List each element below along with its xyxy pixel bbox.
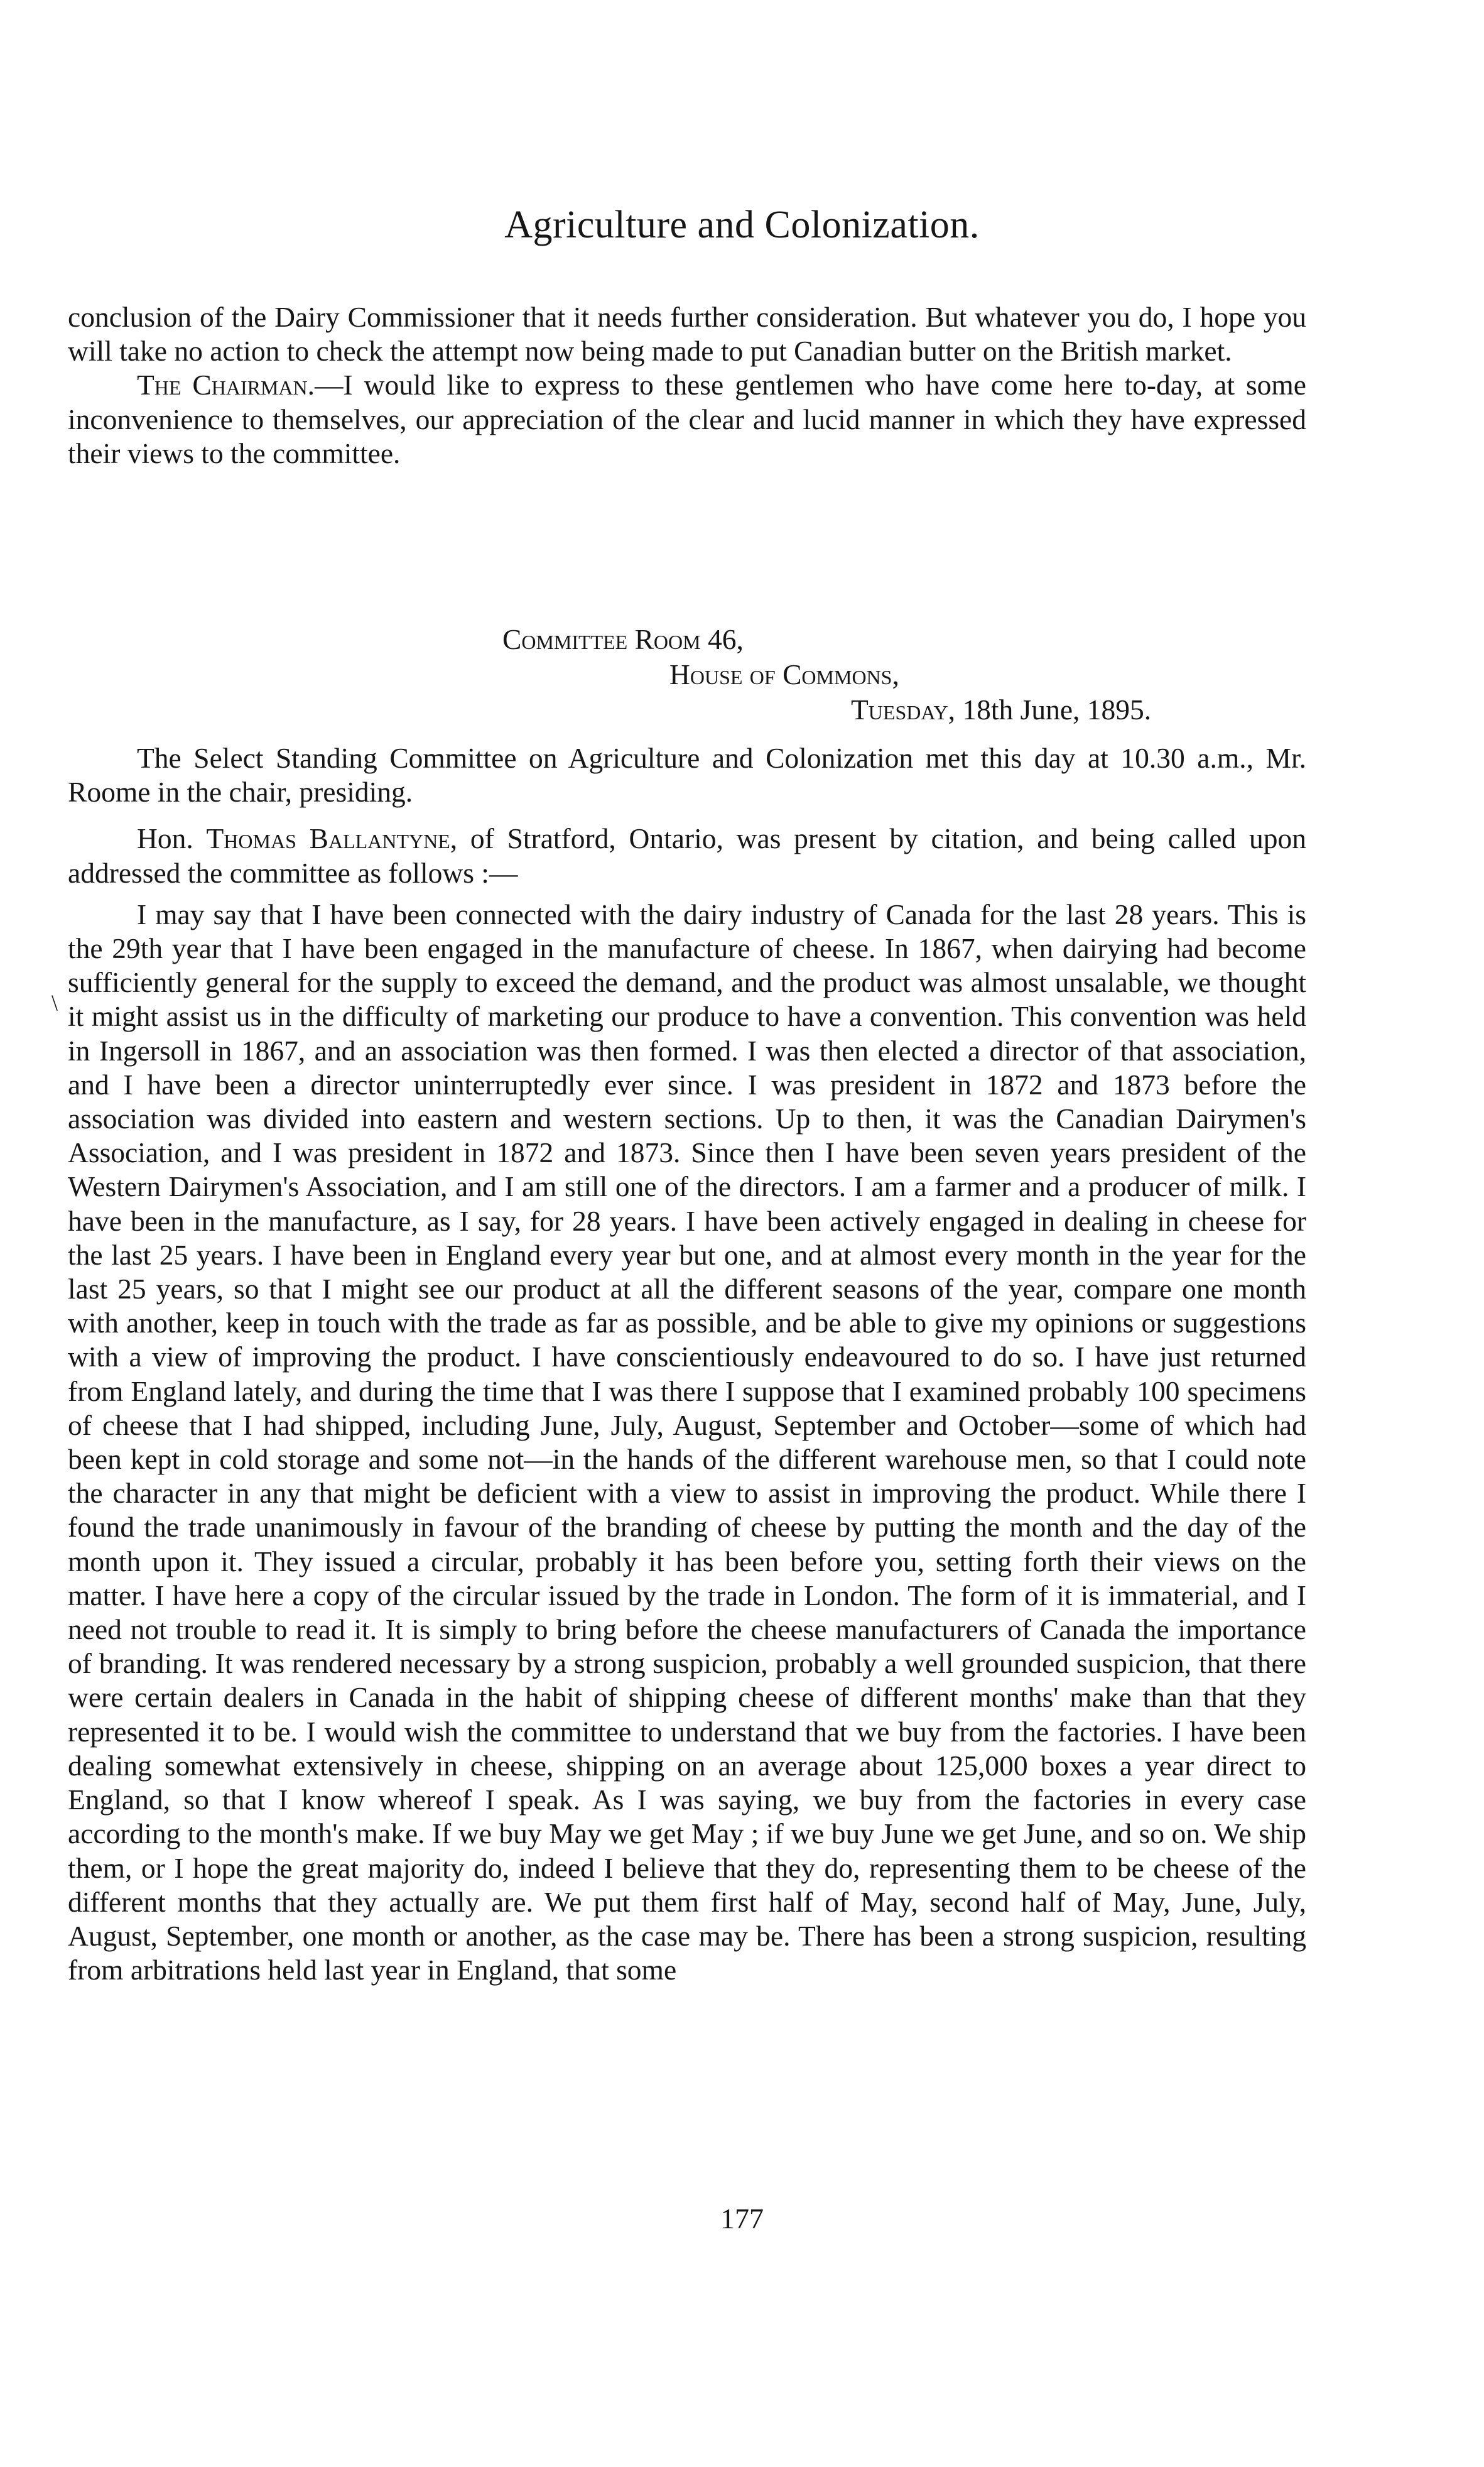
witness-text: of Stratford, Ontario, was present by citation, and being called upon addressed the committee as follows :— (68, 822, 1306, 889)
paragraph-gap (68, 809, 1306, 822)
session-heading (68, 622, 1306, 727)
session-date: 18th June, 1895. (962, 694, 1152, 726)
witness-paragraph (68, 822, 1306, 890)
continuation-block (68, 300, 1306, 471)
house-of-commons-line: House of Commons, (669, 658, 899, 690)
running-title: Agriculture and Colonization. (504, 204, 980, 246)
continuation-paragraph: conclusion of the Dairy Commissioner that it needs further consideration. But whatever you do, I hope you will take no action to check the attempt now being made to put Canadian butter on the British market. (68, 301, 1306, 368)
chairman-paragraph (68, 368, 1306, 471)
committee-room-line: Committee Room 46, (502, 623, 744, 655)
session-weekday: Tuesday, (851, 694, 956, 726)
chairman-speaker: The Chairman. (137, 369, 315, 401)
margin-mark: \ (51, 990, 58, 1015)
meeting-intro-paragraph: The Select Standing Committee on Agriculture and Colonization met this day at 10.30 a.m., Mr. Roome in the chair, presiding. (68, 742, 1306, 809)
paragraph-gap (68, 890, 1306, 898)
testimony-paragraph: I may say that I have been connected with the dairy industry of Canada for the last 28 years. This is the 29th year that I have been engaged in the manufacture of cheese. In 1867, when dairying had become sufficiently general for the supply to exceed the demand, and the product was almost unsalable, we thought it might assist us in the difficulty of marketing our produce to have a convention. This convention was held in Ingersoll in 1867, and an association was then formed. I was then elected a director of that association, and I have been a director uninterruptedly ever since. I was president in 1872 and 1873 before the association was divided into eastern and western sections. Up to then, it was the Canadian Dairymen's Association, and I was president in 1872 and 1873. Since then I have been seven years president of the Western Dairymen's Association, and I am still one of the directors. I am a farmer and a producer of milk. I have been in the manufacture, as I say, for 28 years. I have been actively engaged in dealing in cheese for the last 25 years. I have been in England every year but one, and at almost every month in the year for the last 25 years, so that I might see our product at all the different seasons of the year, compare one month with another, keep in touch with the trade as far as possible, and be able to give my opinions or suggestions with a view of improving the product. I have conscientiously endeavoured to do so. I have just returned from England lately, and during the time that I was there I suppose that I examined probably 100 specimens of cheese that I had shipped, including June, July, August, September and October—some of which had been kept in cold storage and some not—in the hands of the different warehouse men, so that I could note the character in any that might be deficient with a view to assist in improving the product. While there I found the trade unanimously in favour of the branding of cheese by putting the month and the day of the month upon it. They issued a circular, probably it has been before you, setting forth their views on the matter. I have here a copy of the circular issued by the trade in London. The form of it is immaterial, and I need not trouble to read it. It is simply to bring before the cheese manufacturers of Canada the importance of branding. It was rendered necessary by a strong suspicion, probably a well grounded suspicion, that there were certain dealers in Canada in the habit of shipping cheese of different months' make than that they represented it to be. I would wish the committee to understand that we buy from the factories. I have been dealing somewhat extensively in cheese, shipping on an average about 125,000 boxes a year direct to England, so that I know whereof I speak. As I was saying, we buy from the factories in every case according to the month's make. If we buy May we get May ; if we buy June we get June, and so on. We ship them, or I hope the great majority do, indeed I believe that they do, representing them to be cheese of the different months that they actually are. We put them first half of May, second half of May, June, July, August, September, one month or another, as the case may be. There has been a strong suspicion, resulting from arbitrations held last year in England, that some (68, 898, 1306, 1986)
proceedings-body (68, 741, 1306, 1987)
witness-title: Hon. (137, 822, 193, 855)
chairman-text: —I would like to express to these gentlemen who have come here to-day, at some inconvenience to themselves, our appreciation of the clear and lucid manner in which they have expressed their views to the committee. (68, 369, 1306, 469)
witness-name: Thomas Ballantyne, (206, 822, 458, 855)
page-number: 177 (720, 2203, 764, 2235)
session-date-line (68, 692, 1306, 727)
